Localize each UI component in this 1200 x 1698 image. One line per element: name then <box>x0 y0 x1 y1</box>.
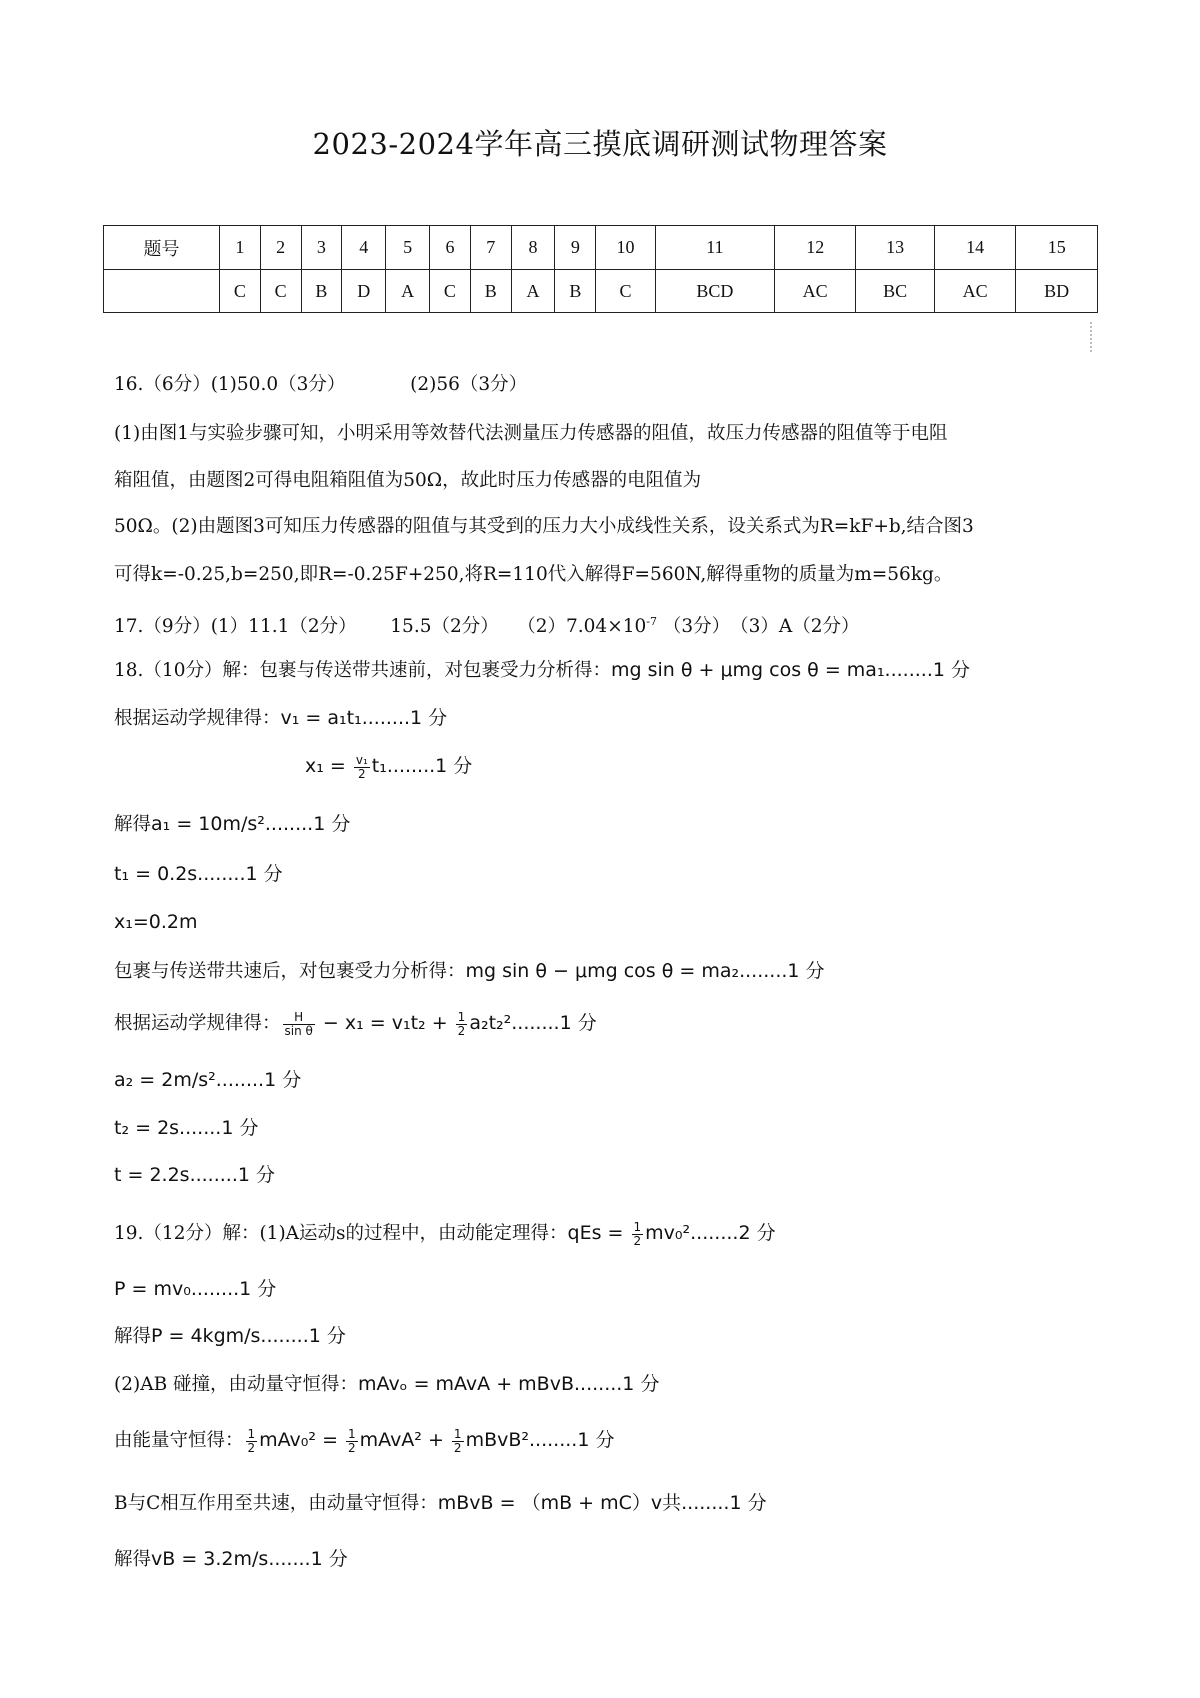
q18-equation: a₁ = 10m/s²........1 分 <box>151 813 351 835</box>
q16-paragraph: 50Ω。(2)由题图3可知压力传感器的阻值与其受到的压力大小成线性关系，设关系式为R=kF+b,结合图3 <box>114 516 974 537</box>
q18-a1 <box>114 811 350 838</box>
table-cell: C <box>219 270 260 313</box>
q19-energy-text: 由能量守恒得： <box>114 1430 244 1451</box>
table-cell: 12 <box>774 226 856 270</box>
table-cell: C <box>260 270 301 313</box>
q17-exponent: -7 <box>646 615 657 628</box>
answer-table <box>103 225 1098 313</box>
fraction-denominator: 2 <box>358 766 366 781</box>
fraction <box>346 1428 358 1455</box>
q17-text-b: （3分） （3）A（2分） <box>662 616 860 638</box>
q19-heading-text: 19.（12分）解：(1)A运动s的过程中，由动能定理得： <box>114 1223 568 1244</box>
q16-paragraph: 箱阻值，由题图2可得电阻箱阻值为50Ω，故此时压力传感器的电阻值为 <box>114 470 702 491</box>
table-cell: BC <box>856 270 934 313</box>
table-cell: 13 <box>856 226 934 270</box>
fraction <box>632 1221 644 1248</box>
table-cell: 8 <box>511 226 555 270</box>
q18-kinematics-2 <box>114 1010 597 1038</box>
table-cell: 10 <box>596 226 656 270</box>
table-cell: 2 <box>260 226 301 270</box>
scan-artifact <box>1090 322 1094 352</box>
table-cell: BCD <box>655 270 774 313</box>
q19-solve-label: 解得 <box>114 1326 152 1347</box>
q19-p: P = mv₀........1 分 <box>114 1278 277 1300</box>
fraction-denominator: 2 <box>348 1440 356 1455</box>
q19-collision-text: (2)AB 碰撞，由动量守恒得： <box>114 1374 359 1395</box>
q18-eq-part: a₂t₂²........1 分 <box>469 1012 597 1034</box>
fraction <box>246 1428 258 1455</box>
table-cell-empty <box>104 270 220 313</box>
q18-equation: mg sin θ + μmg cos θ = ma₁........1 分 <box>610 659 971 681</box>
table-cell: A <box>511 270 555 313</box>
q18-eq-part: x₁ = <box>305 755 352 777</box>
q19-vb <box>114 1546 348 1573</box>
fraction-numerator: 1 <box>453 1426 462 1441</box>
table-cell: B <box>301 270 342 313</box>
fraction <box>354 754 370 781</box>
q18-solve-label: 解得 <box>114 814 152 835</box>
q19-equation: vB = 3.2m/s.......1 分 <box>151 1548 348 1570</box>
fraction-numerator: 1 <box>633 1219 642 1234</box>
table-cell: C <box>430 270 471 313</box>
fraction <box>283 1011 315 1038</box>
table-cell: 5 <box>386 226 430 270</box>
fraction-denominator: 2 <box>453 1440 462 1455</box>
page-title: 2023-2024学年高三摸底调研测试物理答案 <box>312 127 888 161</box>
q19-eq-part: mAvA² + <box>359 1429 450 1451</box>
fraction-denominator: 2 <box>457 1023 466 1038</box>
table-cell: 9 <box>555 226 596 270</box>
table-cell: D <box>342 270 386 313</box>
table-cell: 15 <box>1016 226 1098 270</box>
q18-equation: mg sin θ − μmg cos θ = ma₂........1 分 <box>465 960 825 982</box>
q18-t: t = 2.2s........1 分 <box>114 1164 276 1186</box>
q18-x1-equation <box>305 753 472 781</box>
table-cell: A <box>386 270 430 313</box>
q16-heading: 16.（6分）(1)50.0（3分） (2)56（3分） <box>114 374 528 395</box>
q19-bc-text: B与C相互作用至共速，由动量守恒得： <box>114 1493 438 1514</box>
q19-equation: mBvB = （mB + mC）v共........1 分 <box>437 1492 767 1514</box>
q19-p-result <box>114 1323 346 1350</box>
table-cell: 11 <box>655 226 774 270</box>
q18-x1: x₁=0.2m <box>114 911 198 933</box>
table-cell: 6 <box>430 226 471 270</box>
fraction-denominator: sin θ <box>284 1023 313 1038</box>
q19-eq-part: mAv₀² = <box>259 1429 345 1451</box>
table-cell: 7 <box>470 226 511 270</box>
table-cell: BD <box>1016 270 1098 313</box>
q17-answer <box>114 609 860 640</box>
q17-text-a: 17.（9分）(1）11.1（2分） 15.5（2分） （2）7.04×10 <box>114 616 647 638</box>
q18-kin-label: 根据运动学规律得： <box>114 708 281 729</box>
table-cell: 14 <box>934 226 1016 270</box>
table-cell: 4 <box>342 226 386 270</box>
table-header-label: 题号 <box>104 226 220 270</box>
q19-eq-part: qEs = <box>567 1222 630 1244</box>
table-cell: 3 <box>301 226 342 270</box>
fraction-numerator: H <box>283 1011 315 1025</box>
q19-eq-part: mv₀²........2 分 <box>645 1222 776 1244</box>
q19-energy <box>114 1427 614 1455</box>
q19-equation: mAvₒ = mAvA + mBvB........1 分 <box>358 1373 660 1395</box>
fraction-numerator: 1 <box>348 1426 356 1441</box>
q16-paragraph: (1)由图1与实验步骤可知，小明采用等效替代法测量压力传感器的阻值，故压力传感器的阻值等于电阻 <box>114 423 948 444</box>
table-cell: 1 <box>219 226 260 270</box>
q19-equation: P = 4kgm/s........1 分 <box>151 1325 346 1347</box>
q19-collision <box>114 1371 659 1398</box>
fraction-denominator: 2 <box>633 1233 642 1248</box>
fraction <box>452 1428 464 1455</box>
fraction-denominator: 2 <box>247 1440 256 1455</box>
fraction-numerator: v₁ <box>355 752 368 767</box>
q18-heading <box>114 657 970 684</box>
q16-paragraph: 可得k=-0.25,b=250,即R=-0.25F+250,将R=110代入解得F=560N,解得重物的质量为m=56kg。 <box>114 564 953 585</box>
q18-after-text: 包裹与传送带共速后，对包裹受力分析得： <box>114 961 466 982</box>
q18-t2: t₂ = 2s.......1 分 <box>114 1117 259 1139</box>
q18-heading-text: 18.（10分）解：包裹与传送带共速前，对包裹受力分析得： <box>114 660 611 681</box>
table-cell: B <box>470 270 511 313</box>
q19-solve-label: 解得 <box>114 1549 152 1570</box>
q19-bc <box>114 1490 767 1517</box>
q18-eq-part: t₁........1 分 <box>371 755 473 777</box>
fraction-numerator: 1 <box>247 1426 256 1441</box>
q18-equation: v₁ = a₁t₁........1 分 <box>280 707 448 729</box>
table-cell: AC <box>774 270 856 313</box>
q18-t1: t₁ = 0.2s........1 分 <box>114 863 283 885</box>
table-row-answers <box>104 270 1098 313</box>
table-row-numbers <box>104 226 1098 270</box>
q18-a2: a₂ = 2m/s²........1 分 <box>114 1069 302 1091</box>
q19-heading <box>114 1220 776 1248</box>
q18-eq-part: − x₁ = v₁t₂ + <box>316 1012 454 1034</box>
table-cell: B <box>555 270 596 313</box>
q19-eq-part: mBvB²........1 分 <box>465 1429 615 1451</box>
table-cell: AC <box>934 270 1016 313</box>
fraction <box>456 1011 468 1038</box>
q18-kinematics <box>114 705 447 732</box>
table-cell: C <box>596 270 656 313</box>
q18-after <box>114 958 825 985</box>
q18-kin-label: 根据运动学规律得： <box>114 1013 281 1034</box>
fraction-numerator: 1 <box>457 1009 466 1024</box>
